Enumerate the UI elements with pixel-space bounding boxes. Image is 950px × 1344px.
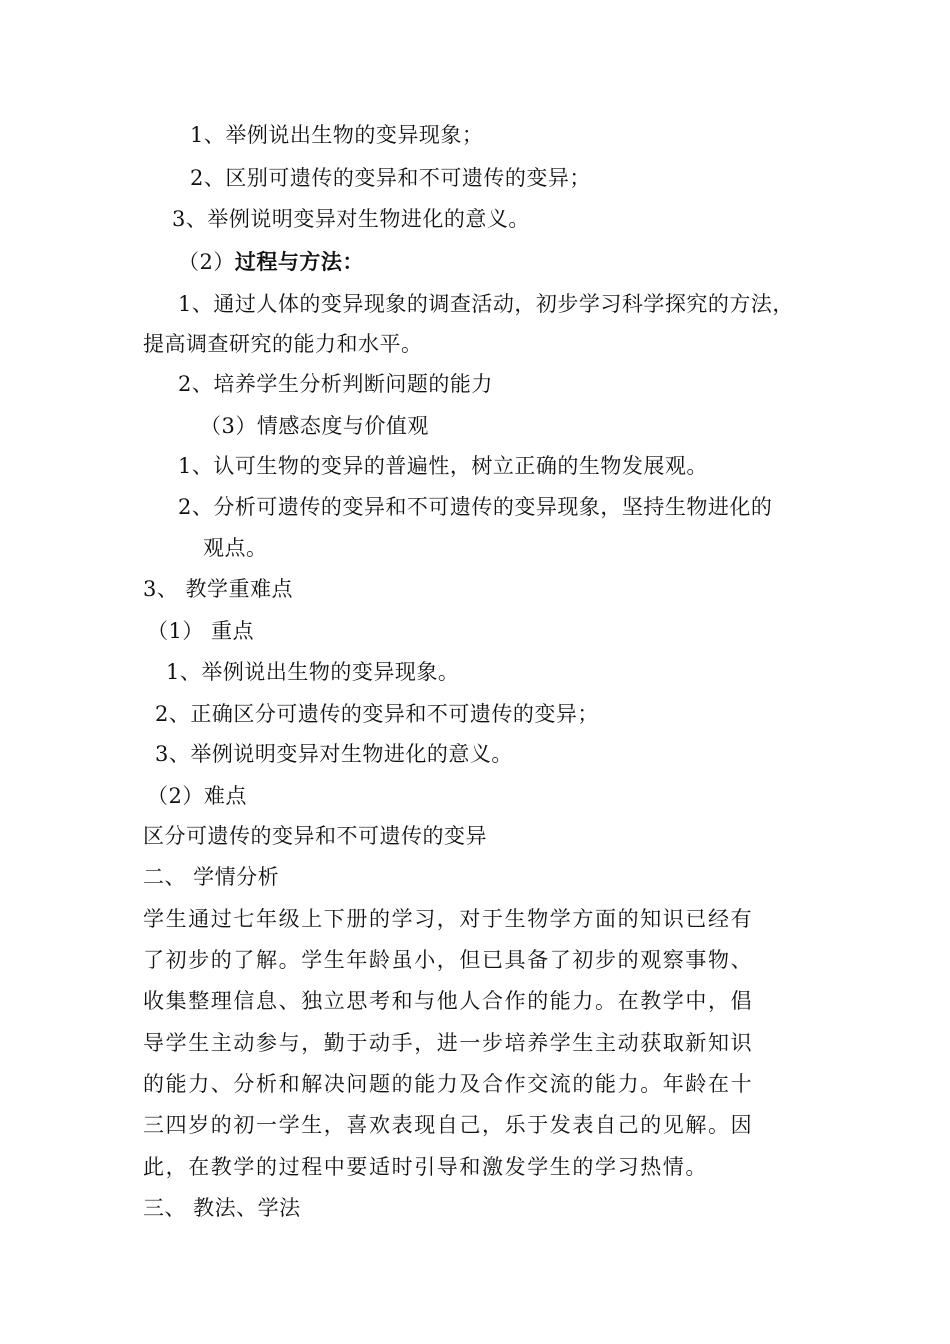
learning-analysis-heading: 二、 学情分析 bbox=[143, 865, 280, 889]
learning-analysis-line: 收集整理信息、独立思考和与他人合作的能力。在教学中，倡 bbox=[143, 989, 754, 1013]
difficulty-heading: （2）难点 bbox=[147, 784, 247, 808]
process-method-title: 过程与方法： bbox=[234, 249, 364, 274]
knowledge-goal-3: 3、举例说明变异对生物进化的意义。 bbox=[172, 207, 530, 231]
emotion-item-2-line-1: 2、分析可遗传的变异和不可遗传的变异现象，坚持生物进化的 bbox=[178, 495, 773, 519]
knowledge-goal-2: 2、区别可遗传的变异和不可遗传的变异； bbox=[190, 166, 591, 190]
learning-analysis-line: 的能力、分析和解决问题的能力及合作交流的能力。年龄在十 bbox=[143, 1072, 754, 1096]
key-item-3: 3、举例说明变异对生物进化的意义。 bbox=[155, 742, 513, 766]
learning-analysis-line: 导学生主动参与，勤于动手，进一步培养学生主动获取新知识 bbox=[143, 1031, 754, 1055]
difficulty-text: 区分可遗传的变异和不可遗传的变异 bbox=[143, 824, 487, 848]
key-item-1: 1、举例说出生物的变异现象。 bbox=[166, 660, 460, 684]
learning-analysis-line: 学生通过七年级上下册的学习，对于生物学方面的知识已经有 bbox=[143, 907, 754, 931]
learning-analysis-line: 了初步的了解。学生年龄虽小，但已具备了初步的观察事物、 bbox=[143, 948, 754, 972]
emotion-item-1: 1、认可生物的变异的普遍性，树立正确的生物发展观。 bbox=[178, 454, 708, 478]
key-item-2: 2、正确区分可遗传的变异和不可遗传的变异； bbox=[155, 702, 599, 726]
process-method-heading bbox=[178, 247, 364, 277]
methods-heading: 三、 教法、学法 bbox=[143, 1196, 301, 1220]
key-points-heading: 3、 教学重难点 bbox=[143, 577, 294, 601]
learning-analysis-line: 此，在教学的过程中要适时引导和激发学生的学习热情。 bbox=[143, 1155, 708, 1179]
process-item-1-line-2: 提高调查研究的能力和水平。 bbox=[143, 332, 423, 356]
process-method-prefix: （2） bbox=[178, 250, 235, 274]
process-item-1-line-1: 1、通过人体的变异现象的调查活动，初步学习科学探究的方法， bbox=[178, 292, 794, 316]
emotion-item-2-line-2: 观点。 bbox=[203, 536, 268, 560]
emotion-heading: （3）情感态度与价值观 bbox=[200, 414, 429, 438]
key-heading: （1） 重点 bbox=[147, 619, 255, 643]
learning-analysis-line: 三四岁的初一学生，喜欢表现自己，乐于发表自己的见解。因 bbox=[143, 1113, 754, 1137]
process-item-2: 2、培养学生分析判断问题的能力 bbox=[178, 372, 493, 396]
knowledge-goal-1: 1、举例说出生物的变异现象； bbox=[190, 123, 484, 147]
